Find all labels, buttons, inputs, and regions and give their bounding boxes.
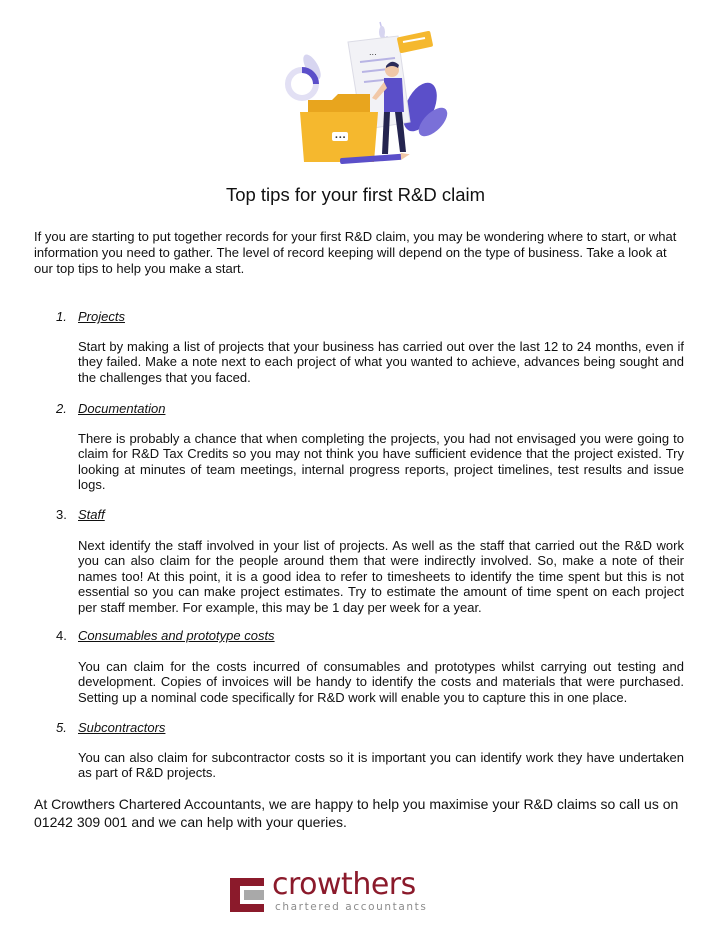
tip-body-staff: Next identify the staff involved in your list of projects. As well as the staff that carried out the R&D work you can also claim for the people around them that were indirectly involved. So, make a note of their names too! At this point, it is a good idea to refer to timesheets to identify the time spent but this is not essential so you can make project estimates. Try to estimate the amount of time spent on each project per staff member. For example, this may be 1 day per week for a year. [78,538,684,615]
folder-documents-illustration [270,12,450,170]
ring-chart-icon [288,70,316,98]
tip-label: Subcontractors [78,720,166,735]
tip-label: Staff [78,507,105,522]
crowthers-logo [230,867,430,916]
tip-label: Documentation [78,401,166,416]
tip-number: 2. [56,401,67,416]
tip-number: 4. [56,628,67,643]
tip-heading-consumables [56,628,275,644]
tip-body-subcontractors: You can also claim for subcontractor costs so it is important you can identify work they have undertaken as part of R&D projects. [78,750,684,781]
folder-icon [300,94,378,162]
svg-text:•••: ••• [334,133,347,142]
tip-heading-subcontractors [56,720,165,736]
tip-label: Projects [78,309,125,324]
tip-number: 1. [56,309,67,324]
tip-body-consumables: You can claim for the costs incurred of consumables and prototypes whilst carrying out testing and development. Copies of invoices will be handy to identify the costs and materials that were purchased. Setting up a nominal code specifically for R&D work will enable you to capture this in one place. [78,659,684,705]
tip-heading-documentation [56,401,165,417]
tip-label: Consumables and prototype costs [78,628,275,643]
sticky-note [397,31,434,54]
closing-paragraph: At Crowthers Chartered Accountants, we are happy to help you maximise your R&D claims so call us on 01242 309 001 and we can help with your queries. [34,796,679,830]
tip-heading-staff [56,507,105,523]
tip-heading-projects [56,309,125,325]
tip-number: 5. [56,720,67,735]
logo-mark-icon [230,878,264,912]
svg-text:...: ... [369,48,377,57]
tip-number: 3. [56,507,67,522]
logo-name: crowthers [272,867,416,902]
tip-body-documentation: There is probably a chance that when completing the projects, you had not envisaged you were going to claim for R&D Tax Credits so you may not think you have sufficient evidence that the project existed. Try looking at minutes of team meetings, internal progress reports, project timelines, test results and issue logs. [78,431,684,493]
tip-body-projects: Start by making a list of projects that your business has carried out over the last 12 to 24 months, even if they failed. Make a note next to each project of what you wanted to achieve, advances being sought and the challenges that you faced. [78,339,684,385]
intro-paragraph: If you are starting to put together records for your first R&D claim, you may be wondering where to start, or what information you need to gather. The level of record keeping will depend on the type of business. Take a look at our top tips to help you make a start. [34,229,677,277]
page-title: Top tips for your first R&D claim [225,184,486,205]
logo-tagline: chartered accountants [275,901,428,913]
